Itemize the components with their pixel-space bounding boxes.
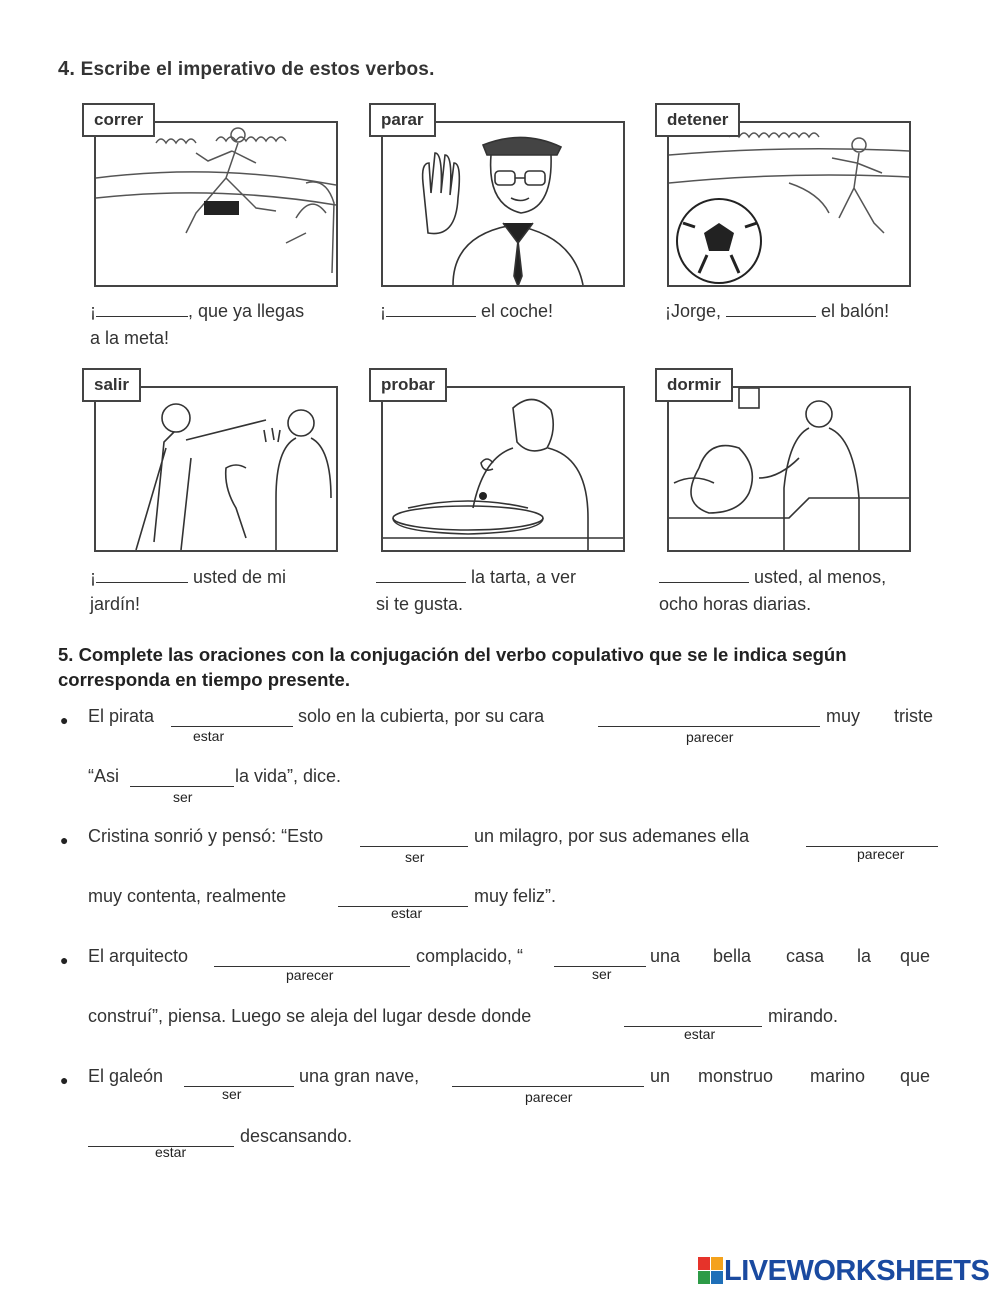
- item1-hint-1: estar: [193, 728, 225, 744]
- caption-correr-post: , que ya llegas: [188, 301, 305, 321]
- verb-label-correr: correr: [82, 103, 155, 137]
- caption-parar: [380, 298, 553, 325]
- item2-text-a: Cristina sonrió y pensó: “Esto: [88, 826, 324, 846]
- answer-blank-detener[interactable]: [726, 300, 816, 317]
- item4-line2-b: descansando.: [240, 1126, 353, 1146]
- caption-correr: [90, 298, 304, 352]
- liveworksheets-logo: [698, 1255, 989, 1287]
- item1-hint-2: parecer: [686, 729, 734, 745]
- caption-dormir-post: usted, al menos,: [749, 567, 887, 587]
- caption-detener-pre: ¡Jorge,: [665, 301, 727, 321]
- item1-text-b: solo en la cubierta, por su cara: [298, 706, 545, 726]
- caption-salir: [90, 564, 286, 618]
- verb-label-dormir: dormir: [655, 368, 733, 402]
- bullet: ●: [60, 832, 69, 848]
- item3-text-c: una: [650, 946, 681, 966]
- item3-hint-3: estar: [684, 1026, 716, 1042]
- item3-line2-b: mirando.: [768, 1006, 839, 1026]
- item2-hint-2: parecer: [857, 846, 905, 862]
- item2-blank-1[interactable]: [360, 846, 468, 847]
- item4-hint-3: estar: [155, 1144, 187, 1160]
- verb-label-salir: salir: [82, 368, 141, 402]
- item4-hint-1: ser: [222, 1086, 242, 1102]
- item3-text-b: complacido, “: [416, 946, 524, 966]
- item3-text-d: bella: [713, 946, 752, 966]
- exercise-5-title: 5. Complete las oraciones con la conjugación del verbo copulativo que se le indica según corresponda en tiempo presente.: [58, 644, 847, 690]
- exercise-4-number: 4.: [58, 58, 76, 80]
- panel-dormir: [655, 368, 895, 530]
- liveworksheets-logo-icon: [698, 1257, 724, 1285]
- caption-salir-pre: ¡: [90, 567, 96, 587]
- item3-text-f: la: [857, 946, 872, 966]
- item4-blank-2[interactable]: [452, 1086, 644, 1087]
- illustration-cake: [381, 386, 625, 552]
- item2-line2-a: muy contenta, realmente: [88, 886, 287, 906]
- item2-text-b: un milagro, por sus ademanes ella: [474, 826, 750, 846]
- item1-blank-3[interactable]: [130, 786, 234, 787]
- item4-hint-2: parecer: [525, 1089, 573, 1105]
- answer-blank-salir[interactable]: [96, 566, 188, 583]
- illustration-doctor: [667, 386, 911, 552]
- caption-parar-post: el coche!: [476, 301, 554, 321]
- item3-text-g: que: [900, 946, 931, 966]
- exercise-4-title: [58, 58, 435, 81]
- caption-probar-post: la tarta, a ver: [466, 567, 577, 587]
- caption-detener: [665, 298, 889, 325]
- caption-salir-post: usted de mi: [188, 567, 287, 587]
- answer-blank-probar[interactable]: [376, 566, 466, 583]
- verb-label-parar: parar: [369, 103, 436, 137]
- verb-label-detener: detener: [655, 103, 740, 137]
- illustration-football: [667, 121, 911, 287]
- caption-parar-pre: ¡: [380, 301, 386, 321]
- bullet: ●: [60, 1072, 69, 1088]
- panel-correr: [82, 103, 322, 265]
- panel-probar: [369, 368, 609, 530]
- panel-detener: [655, 103, 895, 265]
- item1-hint-3: ser: [173, 789, 193, 805]
- item4-text-d: monstruo: [698, 1066, 774, 1086]
- item2-line2-b: muy feliz”.: [474, 886, 557, 906]
- item3-text-e: casa: [786, 946, 825, 966]
- item3-hint-1: parecer: [286, 967, 334, 983]
- item1-text-a: El pirata: [88, 706, 155, 726]
- caption-correr-pre: ¡: [90, 301, 96, 321]
- illustration-angry-man: [94, 386, 338, 552]
- illustration-runner: [94, 121, 338, 287]
- caption-salir-line2: jardín!: [90, 594, 141, 614]
- exercise-4-instruction: Escribe el imperativo de estos verbos.: [80, 59, 435, 80]
- item1-blank-2[interactable]: [598, 726, 820, 727]
- panel-parar: [369, 103, 609, 265]
- item3-text-a: El arquitecto: [88, 946, 189, 966]
- item2-hint-1: ser: [405, 849, 425, 865]
- item2-hint-3: estar: [391, 905, 423, 921]
- bullet: ●: [60, 712, 69, 728]
- panel-salir: [82, 368, 322, 530]
- caption-probar-line2: si te gusta.: [376, 594, 464, 614]
- answer-blank-parar[interactable]: [386, 300, 476, 317]
- item1-blank-1[interactable]: [171, 726, 293, 727]
- item3-hint-2: ser: [592, 966, 612, 982]
- item1-line2-b: la vida”, dice.: [235, 766, 342, 786]
- item4-text-c: un: [650, 1066, 671, 1086]
- caption-dormir-line2: ocho horas diarias.: [659, 594, 812, 614]
- caption-detener-post: el balón!: [816, 301, 890, 321]
- verb-label-probar: probar: [369, 368, 447, 402]
- item4-text-a: El galeón: [88, 1066, 164, 1086]
- bullet: ●: [60, 952, 69, 968]
- item4-text-b: una gran nave,: [299, 1066, 420, 1086]
- answer-blank-correr[interactable]: [96, 300, 188, 317]
- caption-dormir: [659, 564, 886, 618]
- illustration-policeman: [381, 121, 625, 287]
- caption-correr-line2: a la meta!: [90, 328, 170, 348]
- answer-blank-dormir[interactable]: [659, 566, 749, 583]
- item4-text-e: marino: [810, 1066, 866, 1086]
- item1-text-d: triste: [894, 706, 934, 726]
- item4-text-f: que: [900, 1066, 931, 1086]
- item1-line2-a: “Asi: [88, 766, 119, 786]
- liveworksheets-logo-text: LIVEWORKSHEETS: [724, 1254, 990, 1287]
- item3-line2-a: construí”, piensa. Luego se aleja del lugar desde donde: [88, 1006, 532, 1026]
- caption-probar: [376, 564, 576, 618]
- item1-text-c: muy: [826, 706, 861, 726]
